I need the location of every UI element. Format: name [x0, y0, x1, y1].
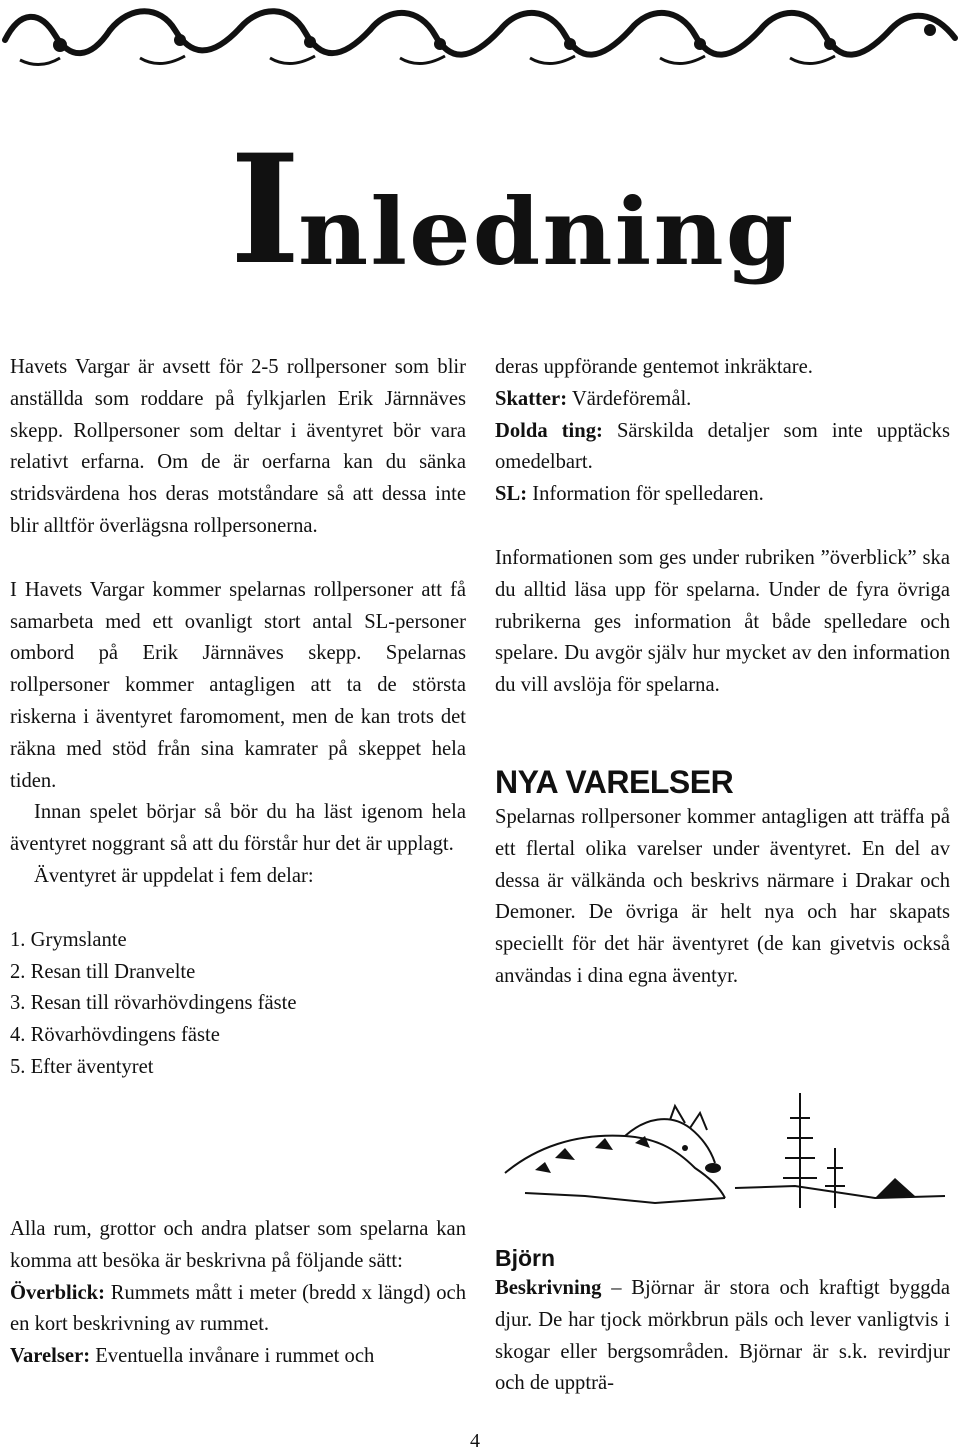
sl-label: SL:	[495, 483, 528, 506]
list-item: 1. Grymslante	[10, 928, 127, 951]
paragraph-varelser-cont: deras uppförande gentemot inkräktare.	[495, 356, 813, 378]
right-column-bottom	[495, 1243, 950, 1400]
skatter-label: Skatter:	[495, 387, 568, 410]
paragraph-read-through: Innan spelet börjar så bör du ha läst igenom hela äventyret noggrant så att du förstår hur det är upplagt.	[10, 801, 466, 856]
paragraph-bear-description	[495, 1273, 950, 1400]
list-item: 3. Resan till rövarhövdingens fäste	[10, 992, 297, 1015]
paragraph-room-description: Alla rum, grottor och andra platser som spelarna kan komma att besöka är beskrivna på följande sätt:	[10, 1218, 466, 1272]
paragraph-parts-intro: Äventyret är uppdelat i fem delar:	[34, 864, 314, 887]
intro-paragraph: Havets Vargar är avsett för 2-5 rollpersoner som blir anställda som roddare på fylkjarlen Erik Järnnäves skepp. Rollpersoner som deltar i äventyret bör vara relativt erfarna. Om de är oerfarna kan du sänka stridsvärdena hos deras motståndare så att dessa inte blir alltför överlägsna rollpersonerna.	[10, 356, 466, 537]
beskrivning-text: – Björnar är stora och kraftigt byggda djur. De har tjock mörkbrun päls och lever vanligtvis i skogar eller bergsområden. Björnar är s.k. revirdjur och de uppträ-	[495, 1277, 950, 1395]
list-item: 4. Rövarhövdingens fäste	[10, 1024, 220, 1047]
ornamental-border	[0, 0, 960, 75]
paragraph-information: Informationen som ges under rubriken ”överblick” ska du alltid läsa upp för spelarna. Under de fyra övriga rubrikerna ges information åt både spelledare och spelare. Du avgör själv hur mycket av den information du vill avslöja för spelarna.	[495, 546, 950, 697]
varelser-text: Eventuella invånare i rummet och	[90, 1345, 375, 1368]
page-number: 4	[470, 1430, 480, 1452]
beskrivning-label: Beskrivning	[495, 1277, 602, 1299]
bear-illustration	[495, 1078, 950, 1218]
paragraph-skatter	[495, 384, 950, 416]
title-rest: nledning	[298, 178, 796, 286]
overblick-label: Överblick:	[10, 1281, 105, 1304]
sl-text: Information för spelledaren.	[527, 483, 764, 506]
creature-heading: Björn	[495, 1245, 556, 1271]
paragraph-dolda-ting	[495, 416, 950, 480]
skatter-text: Värdeföremål.	[567, 387, 692, 410]
list-item: 2. Resan till Dranvelte	[10, 960, 196, 983]
right-column	[495, 352, 950, 993]
list-item: 5. Efter äventyret	[10, 1055, 154, 1078]
paragraph-sl	[495, 479, 950, 511]
title-initial: I	[230, 122, 297, 298]
varelser-label: Varelser:	[10, 1345, 91, 1368]
paragraph-varelser	[10, 1341, 466, 1373]
section-heading: NYA VARELSER	[495, 763, 734, 800]
paragraph-overblick	[10, 1278, 466, 1342]
chapter-title	[230, 122, 796, 298]
dolda-label: Dolda ting:	[495, 419, 603, 442]
paragraph-sl-persons: I Havets Vargar kommer spelarnas rollpersoner att få samarbeta med ett ovanligt stort antal SL-personer ombord på Erik Järnnäves skepp. Spelarnas rollpersoner kommer antagligen att ta de största riskerna i äventyret faromoment, men de kan trots det räkna med stöd från sina kamrater på skeppet hela tiden.	[10, 578, 466, 792]
overblick-text: Rummets mått i meter (bredd x längd) och en kort beskrivning av rummet.	[10, 1281, 466, 1336]
left-column	[10, 352, 466, 1084]
dolda-text: Särskilda detaljer som inte upptäcks omedelbart.	[495, 419, 950, 474]
paragraph-new-creatures: Spelarnas rollpersoner kommer antagligen att träffa på ett flertal olika varelser under äventyret. En del av dessa är välkända och beskrivs närmare i Drakar och Demoner. De övriga är helt nya och har skapats speciellt för det här äventyret (de kan givetvis också användas i dina egna äventyr.	[495, 805, 950, 987]
left-column-bottom	[10, 1214, 466, 1373]
